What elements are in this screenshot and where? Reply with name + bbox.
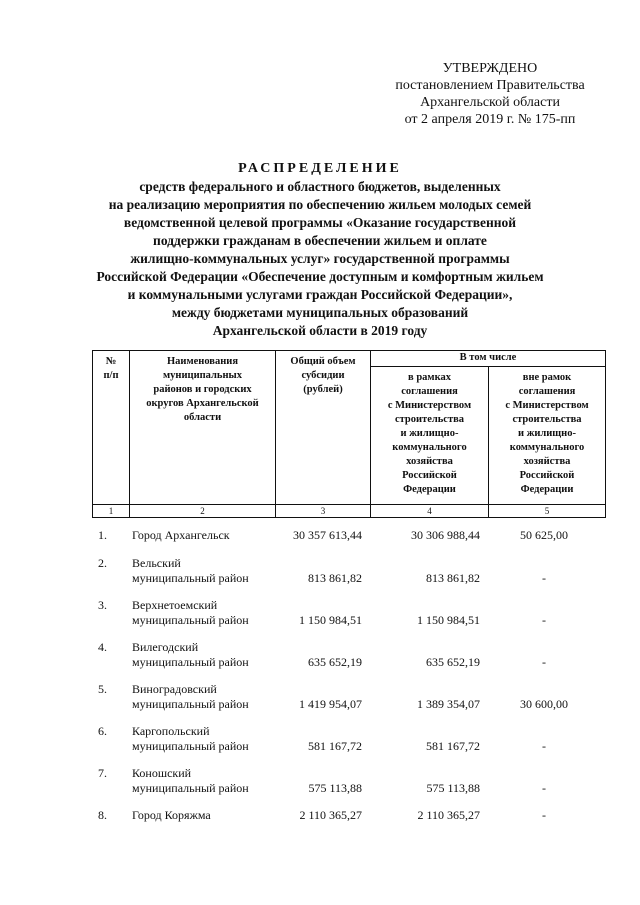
row-total: 581 167,72 — [308, 739, 362, 753]
row-outside: - — [542, 613, 546, 627]
row-within: 581 167,72 — [426, 739, 480, 753]
row-number: 2. — [98, 556, 107, 570]
row-within: 575 113,88 — [426, 781, 480, 795]
row-number: 4. — [98, 640, 107, 654]
header-including: В том числе — [371, 351, 606, 367]
row-name: Верхнетоемский муниципальный район — [132, 598, 249, 627]
column-number: 4 — [371, 505, 489, 518]
row-number: 7. — [98, 766, 107, 780]
table-header — [92, 350, 606, 518]
column-numbers-row — [93, 505, 606, 518]
row-number: 6. — [98, 724, 107, 738]
header-within-agreement: в рамках соглашения с Министерством строительства и жилищно- коммунального хозяйства Российской Федерации — [371, 367, 489, 505]
subtitle-line: Российской Федерации «Обеспечение доступным и комфортным жильем — [96, 269, 544, 284]
row-name: Вельский муниципальный район — [132, 556, 249, 585]
subtitle-line: средств федерального и областного бюджетов, выделенных — [139, 179, 501, 194]
row-outside: - — [542, 781, 546, 795]
row-name: Вилегодский муниципальный район — [132, 640, 249, 669]
row-outside: 30 600,00 — [520, 697, 568, 711]
column-number: 1 — [93, 505, 130, 518]
row-total: 635 652,19 — [308, 655, 362, 669]
row-total: 30 357 613,44 — [293, 528, 362, 542]
subtitle-line: и коммунальными услугами граждан Российской Федерации», — [127, 287, 513, 302]
subtitle-line: на реализацию мероприятия по обеспечению жильем молодых семей — [108, 197, 532, 212]
table-row — [92, 598, 605, 640]
header-outside-agreement: вне рамок соглашения с Министерством строительства и жилищно- коммунального хозяйства Российской Федерации — [489, 367, 606, 505]
approval-block — [370, 60, 610, 128]
document-title: РАСПРЕДЕЛЕНИЕ — [238, 161, 402, 176]
header-num: № п/п — [93, 351, 130, 505]
row-number: 3. — [98, 598, 107, 612]
table-row — [92, 808, 605, 836]
table-row — [92, 528, 605, 556]
column-number: 2 — [130, 505, 276, 518]
table-row — [92, 724, 605, 766]
table-row — [92, 556, 605, 598]
table-body — [92, 528, 605, 836]
row-within: 813 861,82 — [426, 571, 480, 585]
row-outside: - — [542, 655, 546, 669]
subtitle-line: Архангельской области в 2019 году — [212, 323, 428, 338]
table-row — [92, 640, 605, 682]
row-name: Город Коряжма — [132, 808, 211, 822]
row-name: Каргопольский муниципальный район — [132, 724, 249, 753]
row-within: 1 389 354,07 — [417, 697, 480, 711]
row-outside: 50 625,00 — [520, 528, 568, 542]
row-name: Коношский муниципальный район — [132, 766, 249, 795]
row-outside: - — [542, 808, 546, 822]
subtitle-line: поддержки гражданам в обеспечении жильем и оплате — [153, 233, 487, 248]
row-name: Виноградовский муниципальный район — [132, 682, 249, 711]
row-within: 635 652,19 — [426, 655, 480, 669]
header-name: Наименования муниципальных районов и городских округов Архангельской области — [130, 351, 276, 505]
row-total: 2 110 365,27 — [299, 808, 362, 822]
subtitle-line: между бюджетами муниципальных образований — [171, 305, 469, 320]
column-number: 3 — [276, 505, 371, 518]
row-within: 1 150 984,51 — [417, 613, 480, 627]
subtitle-line: ведомственной целевой программы «Оказание государственной — [123, 215, 517, 230]
approval-heading: УТВЕРЖДЕНО — [442, 61, 538, 76]
approval-line: Архангельской области — [420, 95, 560, 110]
row-outside: - — [542, 739, 546, 753]
row-total: 1 419 954,07 — [299, 697, 362, 711]
approval-line: постановлением Правительства — [395, 78, 585, 93]
subtitle-line: жилищно-коммунальных услуг» государственной программы — [130, 251, 510, 266]
row-total: 813 861,82 — [308, 571, 362, 585]
row-name: Город Архангельск — [132, 528, 230, 542]
row-total: 575 113,88 — [308, 781, 362, 795]
row-within: 2 110 365,27 — [417, 808, 480, 822]
row-number: 5. — [98, 682, 107, 696]
row-within: 30 306 988,44 — [411, 528, 480, 542]
document-subtitle — [60, 178, 580, 340]
approval-date: от 2 апреля 2019 г. № 175-пп — [404, 112, 576, 127]
table-row — [92, 682, 605, 724]
header-total: Общий объем субсидии (рублей) — [276, 351, 371, 505]
row-number: 8. — [98, 808, 107, 822]
row-outside: - — [542, 571, 546, 585]
table-row — [92, 766, 605, 808]
row-number: 1. — [98, 528, 107, 542]
column-number: 5 — [489, 505, 606, 518]
row-total: 1 150 984,51 — [299, 613, 362, 627]
